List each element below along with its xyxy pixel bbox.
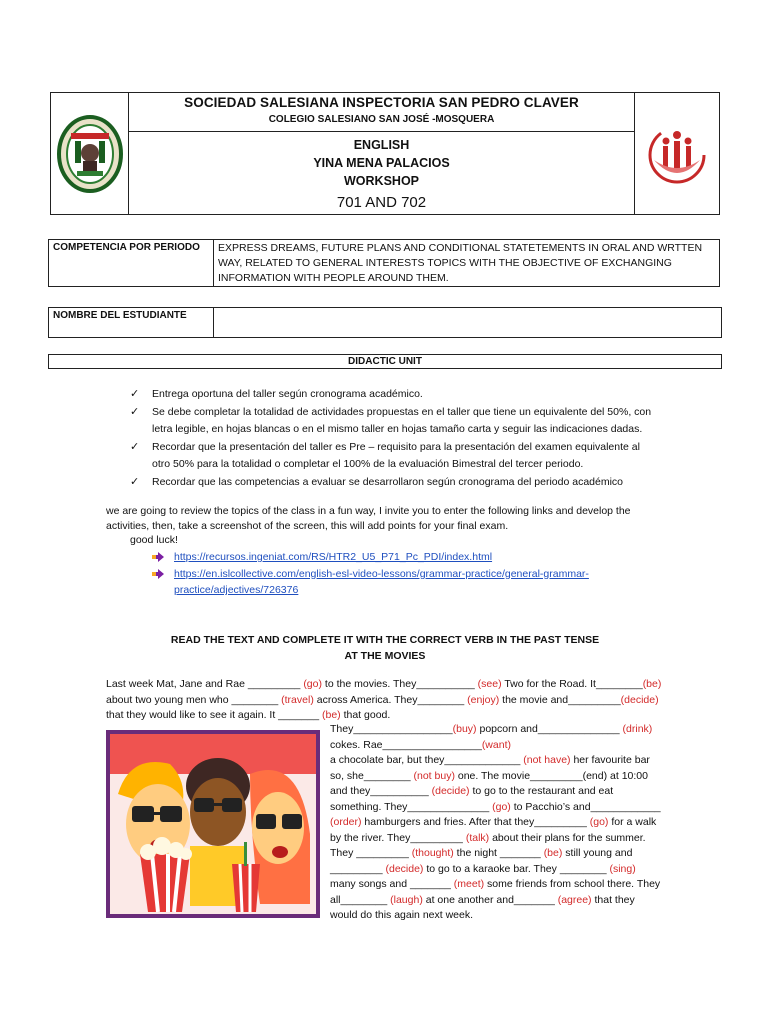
story-text: would do this again next week. <box>330 909 474 921</box>
instruction-text: READ THE TEXT AND COMPLETE IT WITH THE CORRECT VERB IN THE PAST TENSE <box>170 634 600 646</box>
story-line <box>330 893 670 909</box>
verb-hint: (meet) <box>453 878 485 890</box>
teacher-name: YINA MENA PALACIOS <box>313 156 450 170</box>
verb-hint: (see) <box>477 678 502 690</box>
student-row <box>48 307 722 338</box>
verb-hint: (talk) <box>465 831 490 844</box>
story-text: to the movies. They__________ <box>322 678 478 690</box>
good-luck-text: good luck! <box>130 534 178 546</box>
story-text: hamburgers and fries. After that they_________ <box>361 816 590 828</box>
story-text: and they__________ <box>330 785 432 797</box>
salesian-emblem-cell <box>634 93 719 214</box>
arrow-bullet-icon <box>152 569 164 579</box>
resource-links <box>150 549 590 599</box>
story-line <box>330 831 670 847</box>
arrow-bullet-icon <box>152 552 164 562</box>
story-line <box>106 693 666 709</box>
story-text: something. They______________ <box>330 800 493 813</box>
verb-hint: (go) <box>303 678 322 690</box>
competencia-label: COMPETENCIA POR PERIODO <box>49 240 214 286</box>
story-text: all________ <box>330 893 391 906</box>
verb-hint: (not have) <box>523 754 571 766</box>
story-text: many songs and _______ <box>330 878 454 890</box>
story-text: to Pacchio’s and____________ <box>510 800 661 813</box>
verb-hint: (not buy) <box>413 769 455 782</box>
checkmark-icon: ✓ <box>130 440 140 453</box>
header-course <box>129 132 634 214</box>
verb-hint: (be) <box>321 709 341 721</box>
competencia-row <box>48 239 720 287</box>
story-text: They_________________ <box>330 723 453 735</box>
story-text: about their plans for the summer. <box>489 831 646 844</box>
checklist <box>130 386 660 491</box>
story-text: to go to the restaurant and eat <box>469 785 614 797</box>
checklist-item-text: Recordar que las competencias a evaluar se desarrollaron según cronograma del periodo académico <box>152 475 624 488</box>
verb-hint: (want) <box>481 738 511 751</box>
student-name-field[interactable] <box>214 308 721 337</box>
link-item <box>150 566 590 599</box>
story-line <box>330 738 670 754</box>
story-title: AT THE MOVIES <box>344 650 426 662</box>
story-line <box>330 815 670 831</box>
intro-text: we are going to review the topics of the class in a fun way, I invite you to enter the following links and develop the activities, then, take a screenshot of the screen, this will add points for your final exam. <box>106 505 631 532</box>
grades: 701 AND 702 <box>336 194 427 211</box>
checklist-item <box>130 439 660 474</box>
story-text: across America. They________ <box>313 693 468 706</box>
verb-hint: (sing) <box>609 862 636 875</box>
kids-with-3d-glasses-icon <box>110 734 316 914</box>
doc-type: WORKSHOP <box>344 174 419 188</box>
story-text: that good. <box>340 709 391 721</box>
story-text: so, she________ <box>330 769 414 782</box>
link-item <box>150 549 590 566</box>
verb-hint: (enjoy) <box>467 693 500 706</box>
story-text: _________ <box>330 862 386 875</box>
header-table <box>50 92 720 215</box>
story-text: to go to a karaoke bar. They ________ <box>423 862 610 875</box>
college-name: COLEGIO SALESIANO SAN JOSÉ -MOSQUERA <box>268 114 495 125</box>
verb-hint: (laugh) <box>390 893 423 906</box>
competencia-value: EXPRESS DREAMS, FUTURE PLANS AND CONDITIONAL STATETEMENTS IN ORAL AND WRTTEN WAY, RELATED TO GENERAL INTERESTS TOPICS WITH THE OBJECTIVE OF EXCHANGING INFORMATION WITH PEOPLE AROUND THEM. <box>218 242 703 284</box>
story-text: at one another and_______ <box>422 893 558 906</box>
story-text: cokes. Rae_________________ <box>330 738 482 751</box>
story-text: They _________ <box>330 847 412 859</box>
verb-hint: (travel) <box>281 693 314 706</box>
header-institution <box>129 93 634 132</box>
verb-hint: (thought) <box>411 847 454 859</box>
story-text: popcorn and______________ <box>476 723 623 735</box>
salesian-emblem-icon <box>646 124 708 184</box>
checklist-item-text: Se debe completar la totalidad de actividades propuestas en el taller que tiene un equivalente del 50%, con letra legible, en hojas blancas o en el mismo taller en hojas tamaño carta y seguir las indicaciones dadas. <box>152 405 652 435</box>
story-paragraph-top <box>106 677 666 724</box>
story-line <box>330 784 670 800</box>
story-text: the movie and_________ <box>499 693 621 706</box>
story-line <box>330 846 670 862</box>
story-text: one. The movie_________(end) at 10:00 <box>454 769 648 782</box>
story-text: for a walk <box>608 816 657 828</box>
story-line <box>330 877 670 893</box>
checklist-item <box>130 404 660 439</box>
story-text: the night _______ <box>453 847 544 859</box>
checklist-item <box>130 386 660 404</box>
checklist-item-text: Entrega oportuna del taller según cronograma académico. <box>152 388 423 400</box>
verb-hint: (agree) <box>557 893 592 906</box>
checklist-item-text: Recordar que la presentación del taller es Pre – requisito para la presentación del examen equivalente al otro 50% para la totalidad o completar el 100% de la evaluación Bimestral del tercer periodo. <box>152 440 640 470</box>
checklist-item <box>130 474 660 492</box>
verb-hint: (drink) <box>622 723 653 735</box>
story-text: Two for the Road. It________ <box>501 678 643 690</box>
verb-hint: (be) <box>543 847 563 859</box>
school-crest-icon <box>57 115 123 193</box>
story-text: by the river. They_________ <box>330 831 466 844</box>
verb-hint: (decide) <box>620 693 659 706</box>
story-text: still young and <box>562 847 633 859</box>
checkmark-icon: ✓ <box>130 405 140 418</box>
story-text: a chocolate bar, but they_____________ <box>330 754 524 766</box>
verb-hint: (go) <box>589 816 609 828</box>
didactic-unit-title: DIDACTIC UNIT <box>48 354 722 369</box>
verb-hint: (go) <box>492 800 511 813</box>
story-line <box>330 908 670 924</box>
story-text: some friends from school there. They <box>484 878 661 890</box>
checkmark-icon: ✓ <box>130 388 140 400</box>
verb-hint: (order) <box>330 816 362 828</box>
story-text: that they would like to see it again. It _______ <box>106 709 322 721</box>
story-paragraph-side <box>330 722 670 924</box>
link-islcollective[interactable]: https://en.islcollective.com/english-esl-video-lessons/grammar-practice/general-grammar-practice/adjectives/726376 <box>174 567 589 596</box>
school-crest-cell <box>51 93 129 214</box>
student-label: NOMBRE DEL ESTUDIANTE <box>49 308 214 337</box>
subject-title: ENGLISH <box>353 138 410 152</box>
story-line <box>330 769 670 785</box>
story-text: that they <box>591 893 635 906</box>
story-line <box>330 862 670 878</box>
exercise-heading <box>140 632 630 664</box>
story-line <box>330 800 670 816</box>
verb-hint: (buy) <box>452 723 477 735</box>
story-text: Last week Mat, Jane and Rae _________ <box>106 678 304 690</box>
verb-hint: (be) <box>642 678 662 690</box>
checkmark-icon: ✓ <box>130 475 140 488</box>
verb-hint: (decide) <box>431 785 470 797</box>
story-text: about two young men who ________ <box>106 693 282 706</box>
story-line <box>106 677 666 693</box>
story-line <box>330 722 670 738</box>
story-text: her favourite bar <box>570 754 650 766</box>
link-ingeniat[interactable]: https://recursos.ingeniat.com/RS/HTR2_U5_P71_Pc_PDI/index.html <box>174 551 493 563</box>
header-center <box>129 93 634 214</box>
society-name: SOCIEDAD SALESIANA INSPECTORIA SAN PEDRO CLAVER <box>184 95 579 110</box>
movie-audience-illustration <box>106 730 320 918</box>
verb-hint: (decide) <box>385 862 424 875</box>
story-line <box>330 753 670 769</box>
